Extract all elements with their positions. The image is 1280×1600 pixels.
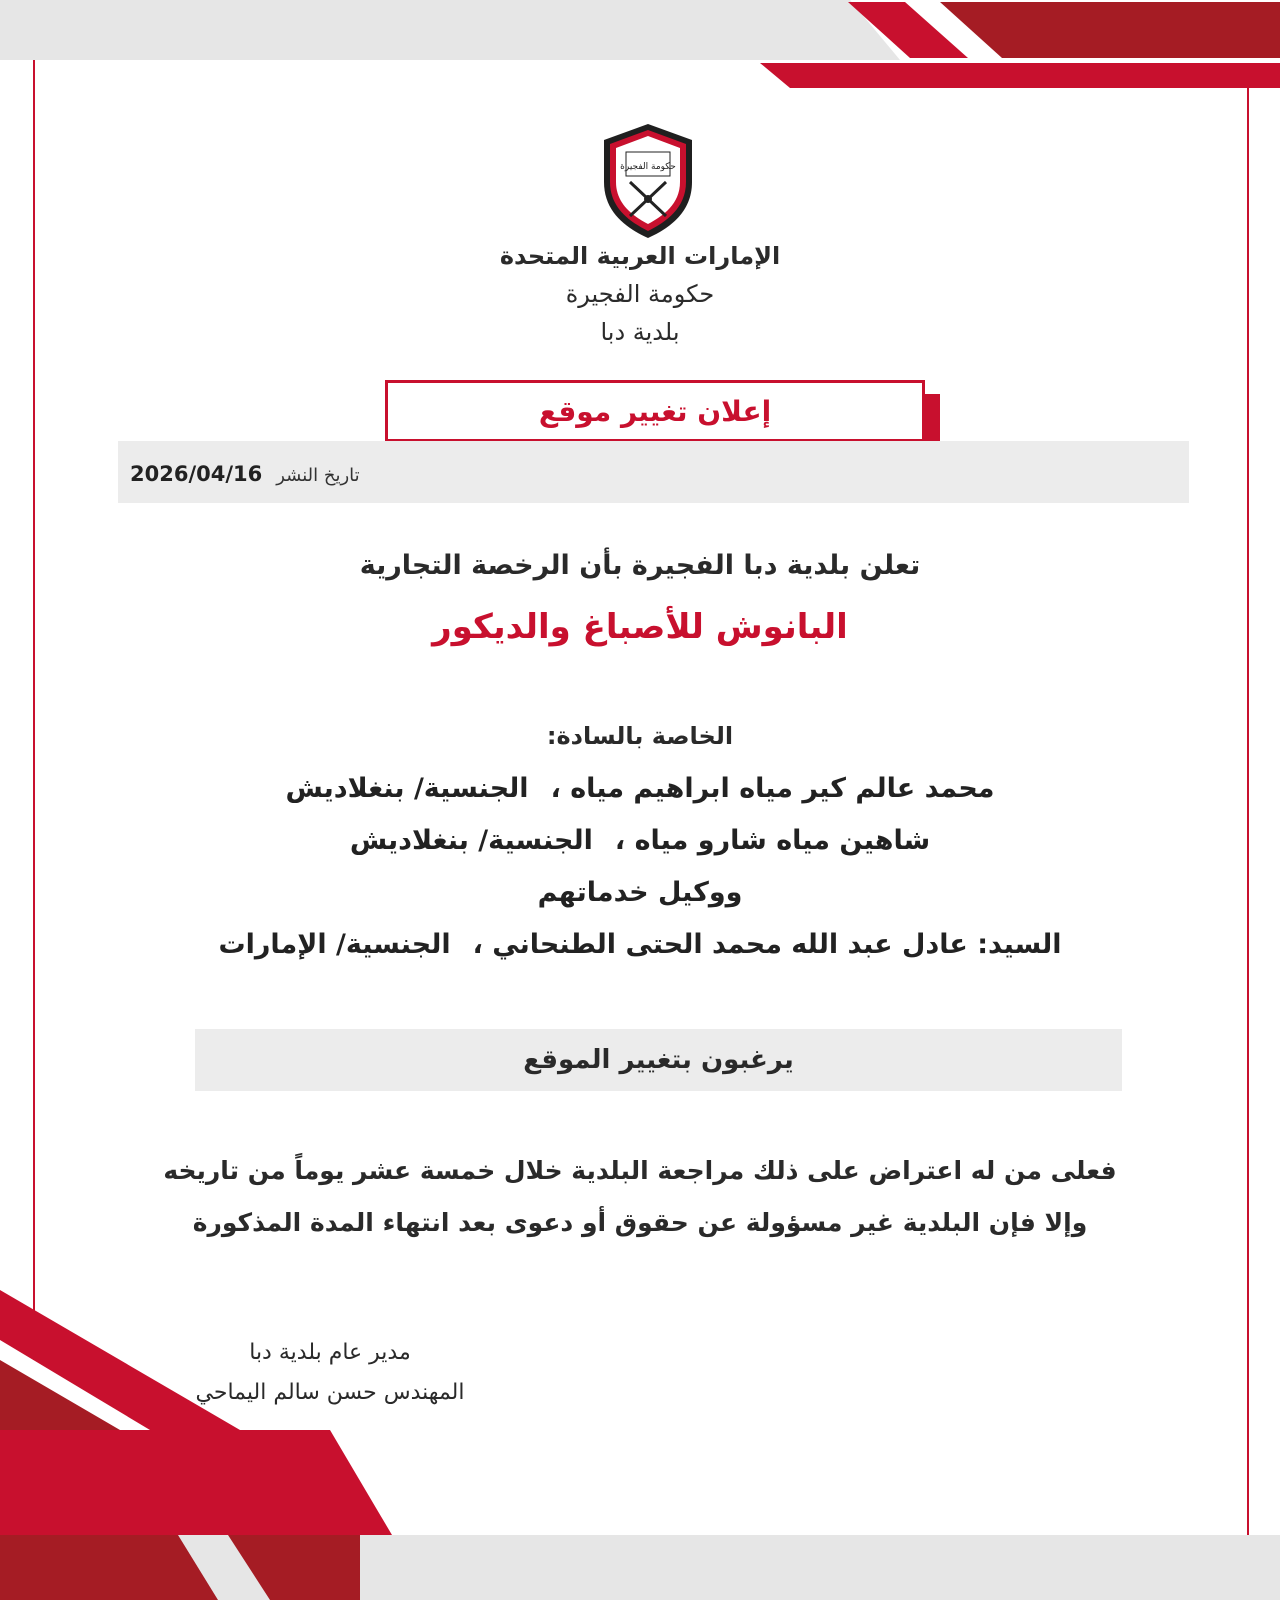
emblem-text: حكومة الفجيرة: [620, 162, 676, 172]
request-bar: يرغبون بتغيير الموقع: [195, 1029, 1122, 1091]
agent-label: ووكيل خدماتهم: [537, 877, 743, 908]
bottom-gray-band: [360, 1535, 1280, 1600]
owner-2: [0, 825, 1280, 856]
owner-1: [0, 773, 1280, 804]
header-government: حكومة الفجيرة: [565, 280, 715, 308]
signature-title: مدير عام بلدية دبا: [249, 1340, 411, 1365]
agent-nationality: الجنسية/ الإمارات: [218, 929, 451, 960]
header-country: الإمارات العربية المتحدة: [499, 242, 781, 270]
business-name: البانوش للأصباغ والديكور: [432, 607, 848, 647]
top-stripe-3: [760, 63, 1280, 88]
owner-1-name: محمد عالم كير مياه ابراهيم مياه ،: [550, 773, 995, 804]
notice-line-1: فعلى من له اعتراض على ذلك مراجعة البلدية خلال خمسة عشر يوماً من تاريخه: [163, 1156, 1117, 1185]
fujairah-emblem-icon: [600, 120, 696, 240]
publish-date-value: 2026/04/16: [130, 462, 263, 486]
agent-name: السيد: عادل عبد الله محمد الحتى الطنحاني ،: [472, 929, 1062, 960]
owners-label: الخاصة بالسادة:: [546, 722, 734, 750]
owner-2-name: شاهين مياه شارو مياه ،: [614, 825, 931, 856]
bottom-dark-band: [0, 1535, 360, 1600]
top-stripe-2: [940, 2, 1280, 58]
publish-date-row: [130, 462, 360, 486]
header-municipality: بلدية دبا: [600, 318, 680, 346]
signature-name: المهندس حسن سالم اليماحي: [195, 1380, 465, 1405]
owner-2-nationality: الجنسية/ بنغلاديش: [349, 825, 593, 856]
owner-1-nationality: الجنسية/ بنغلاديش: [285, 773, 529, 804]
notice-line-2: وإلا فإن البلدية غير مسؤولة عن حقوق أو دعوى بعد انتهاء المدة المذكورة: [192, 1208, 1088, 1237]
publish-date-label: تاريخ النشر: [276, 465, 360, 486]
announcement-intro: تعلن بلدية دبا الفجيرة بأن الرخصة التجارية: [359, 550, 921, 581]
announcement-title: إعلان تغيير موقع: [385, 380, 925, 442]
top-gray-band: [0, 0, 900, 60]
agent: [0, 929, 1280, 960]
bottom-red-band: [0, 1430, 392, 1535]
